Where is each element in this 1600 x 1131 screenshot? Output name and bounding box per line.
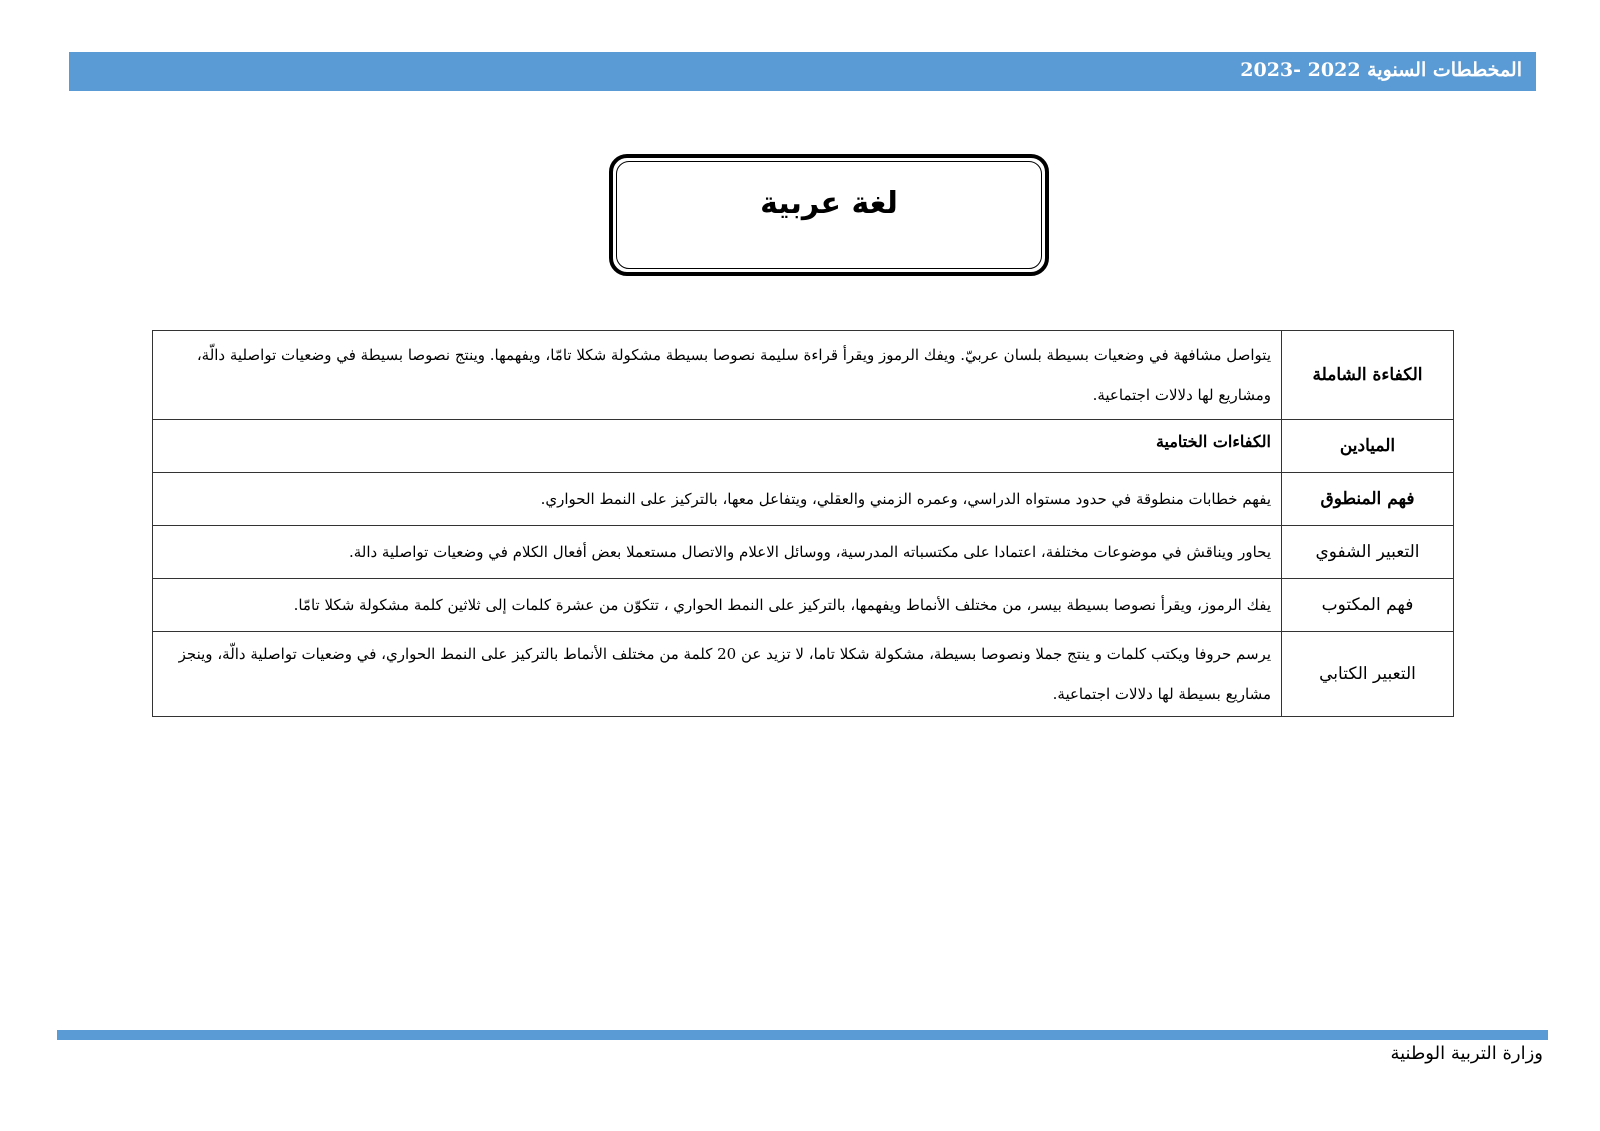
competencies-table — [152, 330, 1454, 717]
table-row — [153, 473, 1454, 526]
subject-title-box-inner — [616, 161, 1042, 269]
header-title: المخططات السنوية 2022 -2023 — [1240, 59, 1522, 81]
field-competency-text: يرسم حروفا ويكتب كلمات و ينتج جملا ونصوصا بسيطة، مشكولة شكلا تاما، لا تزيد عن 20 كلمة من مختلف الأنماط بالتركيز على النمط الحواري، في وضعيات تواصلية دالّة، وينجز مشاريع بسيطة لها دلالات اجتماعية. — [153, 632, 1282, 717]
table-row-fields-header — [153, 420, 1454, 473]
field-label: فهم المكتوب — [1282, 579, 1454, 632]
table-row — [153, 579, 1454, 632]
table-row — [153, 526, 1454, 579]
field-competency-text: يحاور ويناقش في موضوعات مختلفة، اعتمادا على مكتسباته المدرسية، ووسائل الاعلام والاتصال مستعملا بعض أفعال الكلام في وضعيات تواصلية دالة. — [153, 526, 1282, 579]
final-competencies-header: الكفاءات الختامية — [153, 420, 1282, 473]
subject-title: لغة عربية — [760, 186, 898, 221]
field-label: فهم المنطوق — [1282, 473, 1454, 526]
overall-competency-label: الكفاءة الشاملة — [1282, 331, 1454, 420]
field-label: التعبير الكتابي — [1282, 632, 1454, 717]
footer-bar — [57, 1030, 1548, 1040]
overall-competency-text: يتواصل مشافهة في وضعيات بسيطة بلسان عربيّ. ويفك الرموز ويقرأ قراءة سليمة نصوصا بسيطة مشكولة شكلا تامّا، ويفهمها. وينتج نصوصا بسيطة في وضعيات تواصلية دالّة، ومشاريع لها دلالات اجتماعية. — [153, 331, 1282, 420]
subject-title-box — [609, 154, 1049, 276]
field-label: التعبير الشفوي — [1282, 526, 1454, 579]
table-row — [153, 632, 1454, 717]
header-bar — [69, 52, 1536, 91]
fields-header-label: الميادين — [1282, 420, 1454, 473]
field-competency-text: يفهم خطابات منطوقة في حدود مستواه الدراسي، وعمره الزمني والعقلي، ويتفاعل معها، بالتركيز على النمط الحواري. — [153, 473, 1282, 526]
table-row-overall-competency — [153, 331, 1454, 420]
field-competency-text: يفك الرموز، ويقرأ نصوصا بسيطة بيسر، من مختلف الأنماط ويفهمها، بالتركيز على النمط الحواري ، تتكوّن من عشرة كلمات إلى ثلاثين كلمة مشكولة شكلا تامّا. — [153, 579, 1282, 632]
footer-ministry-name: وزارة التربية الوطنية — [1390, 1043, 1543, 1064]
